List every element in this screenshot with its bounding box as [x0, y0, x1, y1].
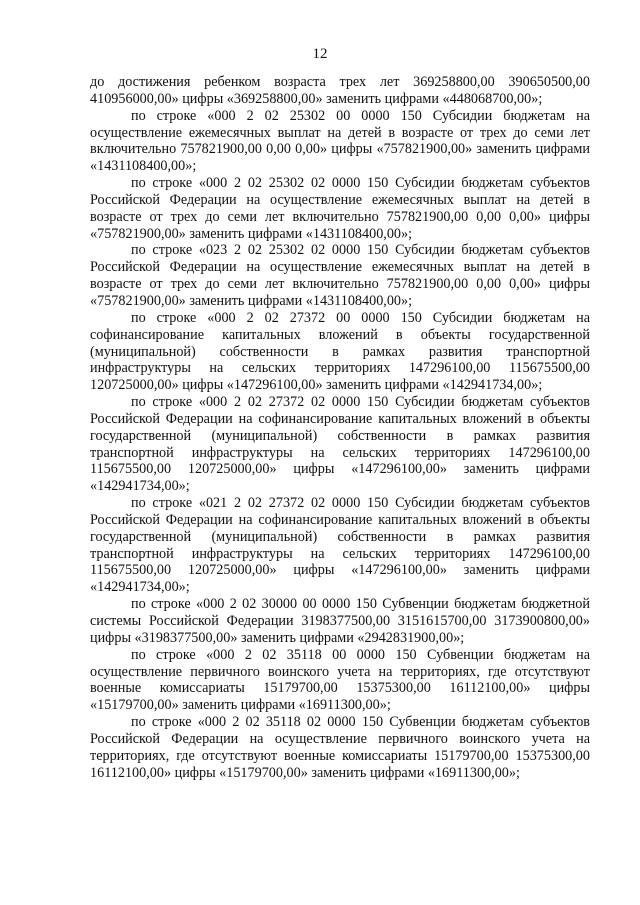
paragraph-amendment: по строке «023 2 02 25302 02 0000 150 Субсидии бюджетам субъектов Российской Федерации на осуществление ежемесячных выплат на детей в возрасте от трех до семи лет включительно 757821900,00 0,00 0,00» цифры «757821900,00» заменить цифрами «1431108400,00»; — [90, 242, 590, 309]
paragraph-amendment: по строке «000 2 02 35118 00 0000 150 Субвенции бюджетам на осуществление первичного воинского учета на территориях, где отсутствуют военные комиссариаты 15179700,00 15375300,00 16112100,00» цифры «15179700,00» заменить цифрами «16911300,00»; — [90, 646, 590, 714]
paragraph-amendment: по строке «000 2 02 27372 02 0000 150 Субсидии бюджетам субъектов Российской Федерации на софинансирование капитальных вложений в объекты государственной (муниципальной) собственности в рамках развития транспортной инфраструктуры на сельских территориях 147296100,00 115675500,00 120725000,00» цифры «147296100,00» заменить цифрами «142941734,00»; — [90, 394, 590, 495]
paragraph-amendment: по строке «000 2 02 25302 00 0000 150 Субсидии бюджетам на осуществление ежемесячных выплат на детей в возрасте от трех до семи лет включительно 757821900,00 0,00 0,00» цифры «757821900,00» заменить цифрами «1431108400,00»; — [90, 107, 590, 175]
page-number: 12 — [312, 46, 328, 62]
paragraph-amendment: по строке «021 2 02 27372 02 0000 150 Субсидии бюджетам субъектов Российской Федерации на софинансирование капитальных вложений в объекты государственной (муниципальной) собственности в рамках развития транспортной инфраструктуры на сельских территориях 147296100,00 115675500,00 120725000,00» цифры «147296100,00» заменить цифрами «142941734,00»; — [90, 495, 590, 596]
paragraph-amendment: по строке «000 2 02 25302 02 0000 150 Субсидии бюджетам субъектов Российской Федерации на осуществление ежемесячных выплат на детей в возрасте от трех до семи лет включительно 757821900,00 0,00 0,00» цифры «757821900,00» заменить цифрами «1431108400,00»; — [90, 175, 590, 242]
paragraph-amendment: по строке «000 2 02 27372 00 0000 150 Субсидии бюджетам на софинансирование капитальных вложений в объекты государственной (муниципальной) собственности в рамках развития транспортной инфраструктуры на сельских территориях 147296100,00 115675500,00 120725000,00» цифры «147296100,00» заменить цифрами «142941734,00»; — [90, 309, 590, 394]
document-body — [90, 74, 590, 781]
paragraph-amendment: по строке «000 2 02 35118 02 0000 150 Субвенции бюджетам субъектов Российской Федерации на осуществление первичного воинского учета на территориях, где отсутствуют военные комиссариаты 15179700,00 15375300,00 16112100,00» цифры «15179700,00» заменить цифрами «16911300,00»; — [90, 714, 590, 781]
paragraph-amendment: по строке «000 2 02 30000 00 0000 150 Субвенции бюджетам бюджетной системы Российской Федерации 3198377500,00 3151615700,00 3173900800,00» цифры «3198377500,00» заменить цифрами «2942831900,00»; — [90, 596, 590, 646]
paragraph-continuation: до достижения ребенком возраста трех лет 369258800,00 390650500,00 410956000,00» цифры «369258800,00» заменить цифрами «448068700,00»; — [90, 74, 590, 107]
